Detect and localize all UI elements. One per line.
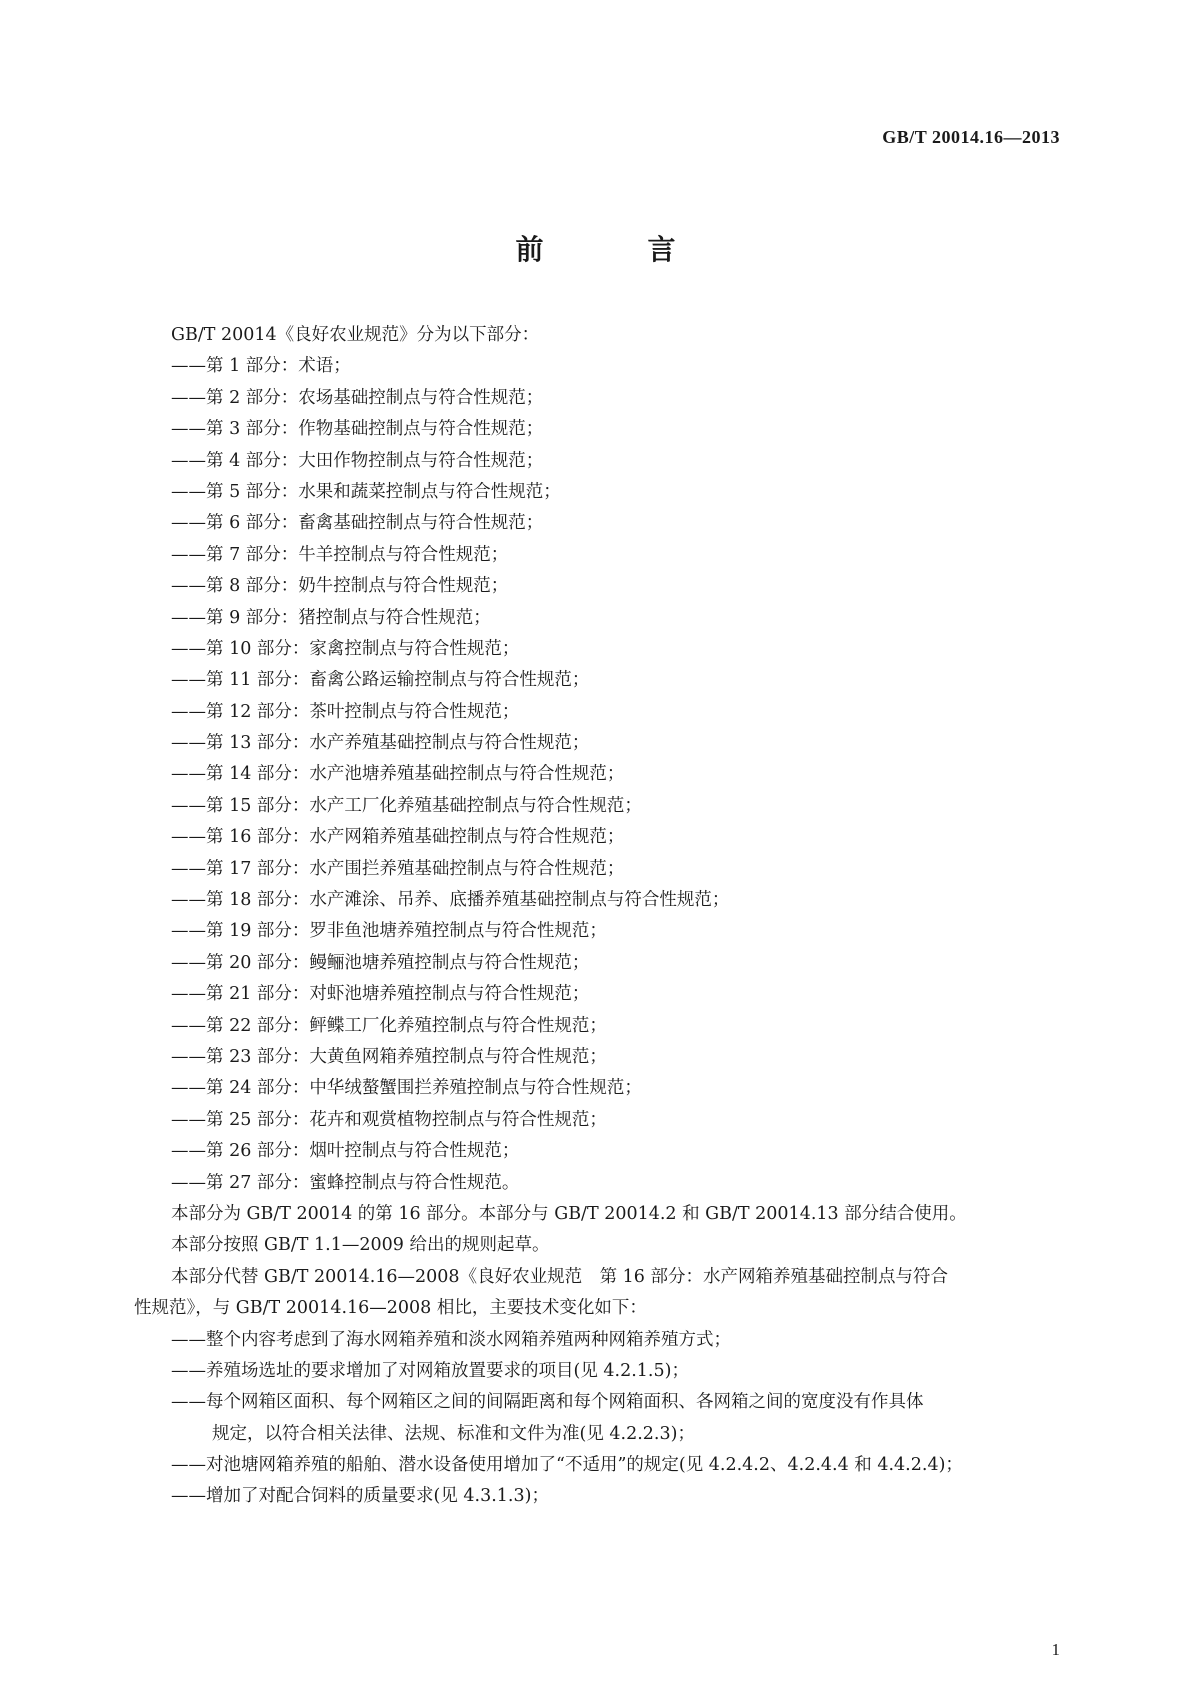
list-item: ——养殖场选址的要求增加了对网箱放置要求的项目(见 4.2.1.5)；	[171, 1360, 689, 1381]
list-item: ——第 24 部分：中华绒螯蟹围拦养殖控制点与符合性规范；	[171, 1078, 642, 1099]
list-item: ——对池塘网箱养殖的船舶、潜水设备使用增加了“不适用”的规定(见 4.2.4.2、4.2.4.4 和 4.4.2.4)；	[171, 1455, 963, 1476]
list-item: ——第 5 部分：水果和蔬菜控制点与符合性规范；	[171, 481, 561, 502]
list-item: ——整个内容考虑到了海水网箱养殖和淡水网箱养殖两种网箱养殖方式；	[171, 1329, 731, 1350]
list-item: ——第 21 部分：对虾池塘养殖控制点与符合性规范；	[171, 984, 590, 1005]
list-item: ——第 10 部分：家禽控制点与符合性规范；	[171, 638, 520, 659]
list-item-continuation: 规定，以符合相关法律、法规、标准和文件为准(见 4.2.2.3)；	[212, 1423, 695, 1444]
replacement-paragraph	[134, 1262, 1061, 1325]
list-item: ——第 18 部分：水产滩涂、吊养、底播养殖基础控制点与符合性规范；	[171, 890, 730, 911]
list-item: ——第 14 部分：水产池塘养殖基础控制点与符合性规范；	[171, 764, 625, 785]
usage-statement: 本部分为 GB/T 20014 的第 16 部分。本部分与 GB/T 20014.2 和 GB/T 20014.13 部分结合使用。	[171, 1203, 967, 1224]
list-item: ——第 17 部分：水产围拦养殖基础控制点与符合性规范；	[171, 858, 625, 879]
list-item: ——第 15 部分：水产工厂化养殖基础控制点与符合性规范；	[171, 795, 642, 816]
list-item: ——第 20 部分：鳗鲡池塘养殖控制点与符合性规范；	[171, 952, 590, 973]
list-item: ——第 26 部分：烟叶控制点与符合性规范；	[171, 1141, 520, 1162]
list-item: ——第 4 部分：大田作物控制点与符合性规范；	[171, 450, 544, 471]
list-item: ——第 19 部分：罗非鱼池塘养殖控制点与符合性规范；	[171, 921, 607, 942]
list-item: ——第 12 部分：茶叶控制点与符合性规范；	[171, 701, 520, 722]
list-item: ——第 8 部分：奶牛控制点与符合性规范；	[171, 576, 509, 597]
parts-list	[134, 351, 1061, 1199]
list-item: ——第 3 部分：作物基础控制点与符合性规范；	[171, 419, 544, 440]
list-item: ——第 7 部分：牛羊控制点与符合性规范；	[171, 544, 509, 565]
list-item: ——第 16 部分：水产网箱养殖基础控制点与符合性规范；	[171, 827, 625, 848]
document-body	[134, 320, 1061, 1513]
list-item: ——增加了对配合饲料的质量要求(见 4.3.1.3)；	[171, 1486, 549, 1507]
list-item: ——第 22 部分：鲆鲽工厂化养殖控制点与符合性规范；	[171, 1015, 607, 1036]
standard-code: GB/T 20014.16—2013	[882, 127, 1060, 147]
page-number: 1	[1051, 1640, 1060, 1659]
list-item: ——每个网箱区面积、每个网箱区之间的间隔距离和每个网箱面积、各网箱之间的宽度没有作具体	[171, 1392, 924, 1413]
paragraph-line: 本部分代替 GB/T 20014.16—2008《良好农业规范 第 16 部分：水产网箱养殖基础控制点与符合	[171, 1266, 948, 1287]
list-item: ——第 25 部分：花卉和观赏植物控制点与符合性规范；	[171, 1109, 607, 1130]
list-item: ——第 13 部分：水产养殖基础控制点与符合性规范；	[171, 733, 590, 754]
page-title: 前 言	[515, 233, 714, 266]
list-item: ——第 9 部分：猪控制点与符合性规范；	[171, 607, 491, 628]
list-item: ——第 23 部分：大黄鱼网箱养殖控制点与符合性规范；	[171, 1046, 607, 1067]
list-item: ——第 11 部分：畜禽公路运输控制点与符合性规范；	[171, 670, 590, 691]
list-item: ——第 2 部分：农场基础控制点与符合性规范；	[171, 387, 544, 408]
changes-list	[134, 1325, 1061, 1513]
paragraph-line: 性规范》，与 GB/T 20014.16—2008 相比，主要技术变化如下：	[134, 1298, 647, 1319]
intro-paragraph: GB/T 20014《良好农业规范》分为以下部分：	[171, 325, 540, 345]
list-item: ——第 27 部分：蜜蜂控制点与符合性规范。	[171, 1172, 520, 1193]
drafting-statement: 本部分按照 GB/T 1.1—2009 给出的规则起草。	[171, 1235, 550, 1256]
list-item: ——第 6 部分：畜禽基础控制点与符合性规范；	[171, 513, 544, 534]
list-item: ——第 1 部分：术语；	[171, 356, 351, 377]
